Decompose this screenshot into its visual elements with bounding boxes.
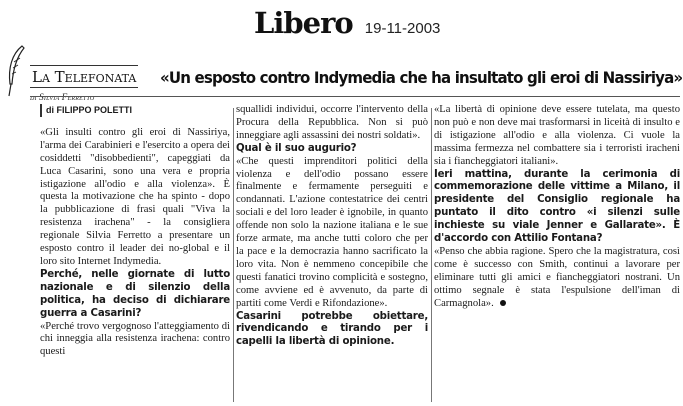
newspaper-logo: Libero [254,6,353,40]
column-divider [233,108,234,402]
quill-icon [4,44,26,98]
header-divider [30,96,680,97]
interview-question: Perché, nelle giornate di lutto nazionale e di silenzio della politica, ha deciso di dichiarare guerra a Casarini? [40,268,230,319]
interview-question: Casarini potrebbe obiettare, rivendicando e tirando per i capelli la libertà di opinione. [236,310,428,348]
paragraph: «Che questi imprenditori politici della violenza e dell'odio possano essere finalmente e fermamente perseguiti e condannati. L'azione contestatrice dei centri sociali e del loro leader è ignobile, in quanto offende non solo la nazione italiana e le sue forze armate, ma anche tutti coloro che per la pace e la democrazia hanno sacrificato la loro vita. Non è nemmeno concepibile che questi fanatici trovino complicità e sostegno, come avviene ed è avvenuto, da parte di partiti come Verdi e Rifondazione». [236,155,428,309]
rubric-author: di Silvia Ferretto [30,92,95,102]
paragraph: «La libertà di opinione deve essere tutelata, ma questo non può e non deve mai trasformarsi in liceità di insulto e di istigazione all'odio e alla violenza. Ci vuole la massima fermezza nel combattere sia i terroristi iracheni sia i fiancheggiatori italiani». [434,104,680,167]
article-headline: «Un esposto contro Indymedia che ha insultato gli eroi di Nassiriya» [160,68,683,87]
rubric-title: La Telefonata [30,65,138,88]
article-column-1 [40,104,230,359]
interview-question: Qual è il suo augurio? [236,142,357,154]
paragraph: squallidi individui, occorre l'intervento della Procura della Repubblica. Non si può inneggiare agli assassini dei nostri soldati». [236,104,428,141]
paragraph [434,246,680,311]
end-of-article-icon [500,300,506,306]
article-column-2 [236,104,428,349]
masthead [254,6,440,40]
paragraph: «Gli insulti contro gli eroi di Nassiriya, l'arma dei Carabinieri e l'esercito a opera dei cosiddetti "disobbedienti", capeggiati da Luca Casarini, sono una vera e propria istigazione all'odio e alla violenza». È questa la motivazione che ha spinto - dopo la pubblicazione di frasi quali "Viva la resistenza irachena" - la consigliera regionale Silvia Ferretto a presentare un esposto contro il leader dei no-global e il loro sito Internet Indymedia. [40,126,230,267]
interview-question: Ieri mattina, durante la cerimonia di commemorazione delle vittime a Milano, il presidente del Consiglio regionale ha puntato il dito contro «i silenzi sulle inchieste su viale Jenner e Gallarate». È d'accordo con Attilio Fontana? [434,168,680,245]
paragraph: «Perché trovo vergognoso l'atteggiamento di chi inneggia alla resistenza irachena: contro questi [40,320,230,358]
publication-date: 19-11-2003 [364,20,441,37]
article-column-3 [434,104,680,311]
paragraph-text: «Penso che abbia ragione. Spero che la magistratura, così come è successo con Smith, continui a lavorare per eliminare tutti gli amici e fiancheggiatori nostrani. Un ottimo segnale è stata l'espulsione dell'iman di Carmagnola». [434,245,680,309]
article-byline: di FILIPPO POLETTI [40,104,230,117]
column-divider [431,108,432,402]
